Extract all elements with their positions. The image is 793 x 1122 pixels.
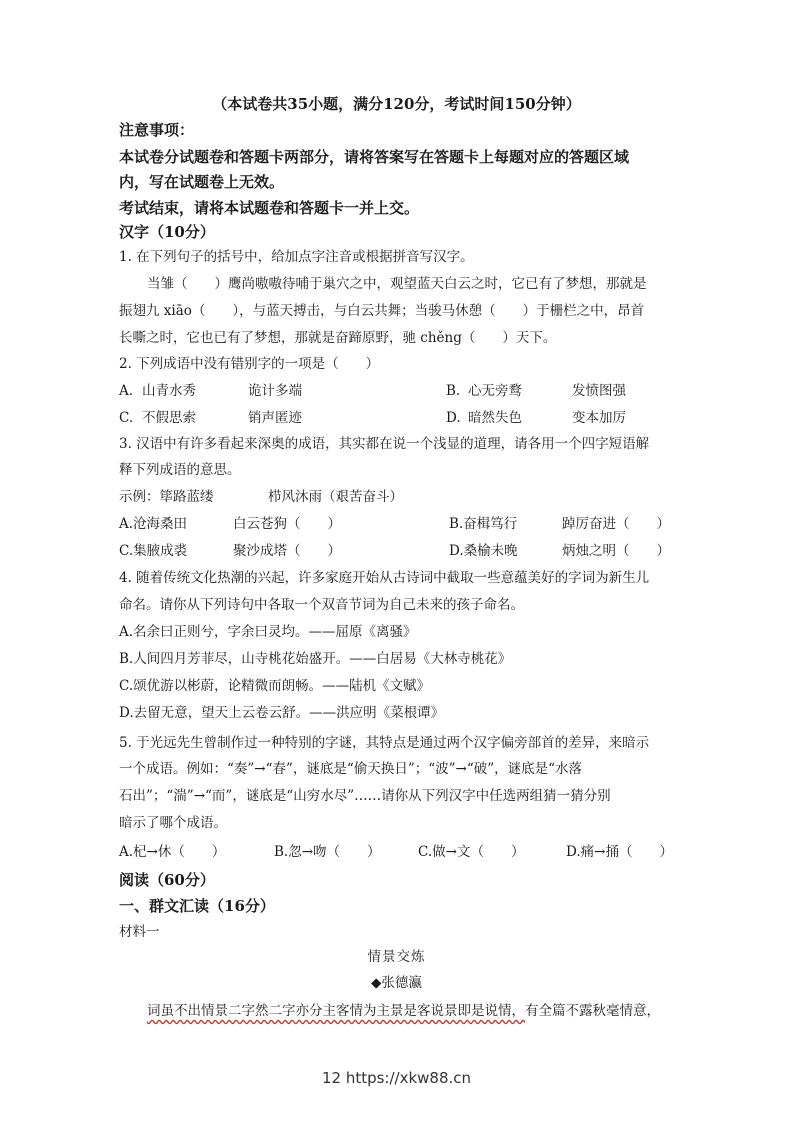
note2: 考试结束，请将本试题卷和答题卡一并上交。: [119, 199, 420, 217]
q2-c1: 不假思索: [142, 410, 196, 426]
notes-title: 注意事项：: [119, 121, 195, 139]
q4-option-a: A.名余曰正则兮，字余曰灵均。——屈原《离骚》: [119, 624, 417, 640]
q3-c2: 聚沙成塔（ ）: [233, 543, 341, 559]
q3-d1: D.桑榆未晚: [449, 543, 518, 559]
article-title: 情景交炼: [367, 949, 426, 965]
q3-b1: B.奋楫笃行: [449, 516, 518, 532]
q2-c-label: C.: [119, 410, 134, 426]
exam-info: （本试卷共35小题，满分120分，考试时间150分钟）: [212, 95, 581, 113]
q2-d1: 暗然失色: [468, 410, 522, 426]
note1-line1: 本试卷分试题卷和答题卡两部分，请将答案写在答题卡上每题对应的答题区域: [119, 148, 630, 166]
q4-option-c: C.颂优游以彬蔚，论精微而朗畅。——陆机《文赋》: [119, 678, 431, 694]
q3-example-answer: 栉风沐雨（艰苦奋斗）: [268, 489, 403, 505]
q5-line1: 5. 于光远先生曾制作过一种特别的字谜，其特点是通过两个汉字偏旁部首的差异，来暗示: [119, 735, 650, 751]
q1-line1: 当雏（ ）鹰尚嗷嗷待哺于巢穴之中，观望蓝天白云之时，它已有了梦想，那就是: [147, 276, 647, 292]
article-line1: [147, 1001, 660, 1021]
q2-d-label: D.: [446, 410, 461, 426]
q3-a1: A.沧海桑田: [119, 516, 188, 532]
q3-b2: 踔厉奋进（ ）: [562, 516, 670, 532]
q2-b1: 心无旁鹜: [468, 383, 522, 399]
q1-line3: 长嘶之时，它也已有了梦想，那就是奋蹄原野，驰 chěng（ ）天下。: [119, 330, 557, 346]
q5-option-b: B.忽→吻（ ）: [274, 844, 381, 860]
q3-stem-line2: 释下列成语的意思。: [119, 462, 241, 478]
q1-stem: 1. 在下列句子的括号中，给加点字注音或根据拼音写汉字。: [119, 249, 474, 265]
q1-line2: 振翅九 xiāo（ ），与蓝天搏击，与白云共舞；当骏马休憩（ ）于栅栏之中，昂首: [119, 303, 645, 319]
q4-option-d: D.去留无意，望天上云卷云舒。——洪应明《菜根谭》: [119, 705, 445, 721]
material-label: 材料一: [119, 924, 160, 940]
section-reading-subtitle: 一、群文汇读（16分）: [119, 897, 275, 915]
q2-a2: 诡计多端: [248, 383, 302, 399]
section-reading-title: 阅读（60分）: [119, 871, 215, 889]
q3-a2: 白云苍狗（ ）: [233, 516, 341, 532]
q4-stem-line2: 命名。请你从下列诗句中各取一个双音节词为自己未来的孩子命名。: [119, 597, 524, 613]
q2-a1: 山青水秀: [142, 383, 196, 399]
q2-a-label: A.: [119, 383, 134, 399]
article-line1-rest: 有全篇不露秋毫情意，: [525, 1003, 660, 1019]
page-footer: 12 https://xkw88.cn: [321, 1069, 472, 1087]
q2-b-label: B.: [446, 383, 461, 399]
q5-line3: 石出”；“湍”→“而”，谜底是“山穷水尽”……请你从下列汉字中任选两组猜一猜分别: [119, 788, 611, 804]
note1-line2: 内，写在试题卷上无效。: [119, 173, 285, 191]
q2-d2: 变本加厉: [572, 410, 626, 426]
q2-stem: 2. 下列成语中没有错别字的一项是（ ）: [119, 356, 380, 372]
q5-option-a: A.杞→休（ ）: [119, 844, 226, 860]
q3-d2: 炳烛之明（ ）: [562, 543, 670, 559]
q2-c2: 销声匿迹: [248, 410, 302, 426]
q3-example-label: 示例：筚路蓝缕: [119, 489, 214, 505]
q4-option-b: B.人间四月芳菲尽，山寺桃花始盛开。——白居易《大林寺桃花》: [119, 651, 512, 667]
q5-option-c: C.做→文（ ）: [418, 844, 525, 860]
article-marked-text: 词虽不出情景二字然二字亦分主客情为主景是客说景即是说情，: [147, 1003, 525, 1019]
q5-line4: 暗示了哪个成语。: [119, 815, 227, 831]
q3-c1: C.集腋成裘: [119, 543, 188, 559]
q4-stem-line1: 4. 随着传统文化热潮的兴起，许多家庭开始从古诗词中截取一些意蕴美好的字词为新生儿: [119, 570, 650, 586]
q5-option-d: D.痛→捅（ ）: [566, 844, 673, 860]
q5-line2: 一个成语。例如：“奏”→“春”，谜底是“偷天换日”；“波”→“破”，谜底是“水落: [119, 761, 583, 777]
section-hanzi-title: 汉字（10分）: [119, 223, 215, 241]
q3-stem-line1: 3. 汉语中有许多看起来深奥的成语，其实都在说一个浅显的道理，请各用一个四字短语解: [119, 436, 650, 452]
article-author: ◆张德瀛: [371, 975, 422, 991]
q2-b2: 发愤图强: [572, 383, 626, 399]
